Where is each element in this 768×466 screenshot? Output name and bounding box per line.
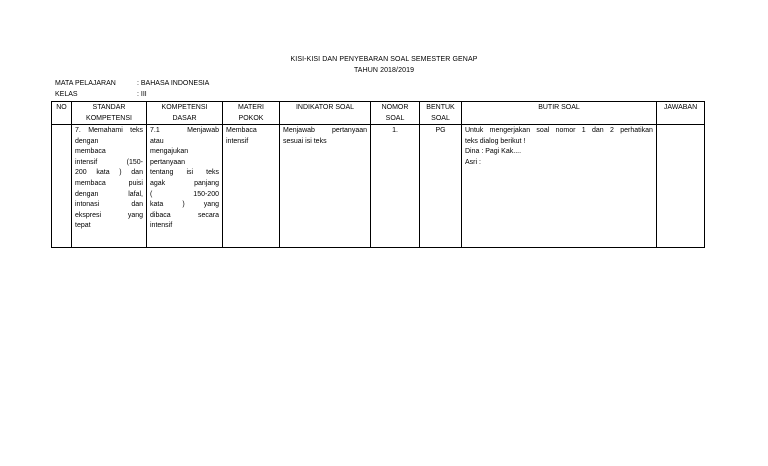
class-row — [55, 91, 147, 98]
cell-materi-pokok — [223, 125, 280, 248]
cell-jawaban — [657, 125, 705, 248]
text-line: membaca puisi — [75, 179, 143, 187]
cell-kompetensi-dasar — [147, 125, 223, 248]
text-line: intensif — [150, 222, 173, 230]
header-kompetensi-dasar: KOMPETENSI DASAR — [147, 102, 223, 125]
table-row — [52, 125, 705, 248]
header-standar-kompetensi: STANDAR KOMPETENSI — [72, 102, 147, 125]
text-line: mengajukan — [150, 148, 189, 156]
text-line: teks dialog berikut ! — [465, 137, 526, 145]
text-line: intensif — [226, 137, 249, 145]
text-line: dibaca secara — [150, 211, 219, 219]
header-materi-pokok: MATERI POKOK — [223, 102, 280, 125]
cell-standar-kompetensi — [72, 125, 147, 248]
subject-row — [55, 80, 209, 87]
class-label: KELAS — [55, 91, 78, 98]
text-line: pertanyaan — [150, 158, 186, 166]
text-line: Dina : Pagi Kak.... — [465, 148, 522, 156]
text-line: atau — [150, 137, 164, 145]
text-line: tepat — [75, 222, 91, 230]
text-line: intensif (150- — [75, 158, 143, 166]
text-line: dengan — [75, 137, 99, 145]
class-value: : III — [137, 91, 147, 98]
cell-nomor-soal: 1. — [371, 125, 420, 248]
text-line: 7.1 Menjawab — [150, 127, 219, 134]
text-line: Membaca — [226, 127, 257, 134]
document-title: KISI-KISI DAN PENYEBARAN SOAL SEMESTER GENAP — [290, 56, 478, 63]
text-line: agak panjang — [150, 179, 219, 187]
text-line: membaca — [75, 148, 106, 156]
table-header-row — [52, 102, 705, 125]
header-indikator-soal: INDIKATOR SOAL — [280, 102, 371, 125]
text-line: sesuai isi teks — [283, 137, 327, 145]
text-line: ( 150-200 — [150, 190, 219, 198]
subject-value: : BAHASA INDONESIA — [137, 80, 210, 87]
text-line: Asri : — [465, 158, 481, 166]
text-line: tentang isi teks — [150, 169, 219, 177]
cell-butir-soal — [462, 125, 657, 248]
header-nomor-soal: NOMOR SOAL — [371, 102, 420, 125]
cell-indikator-soal — [280, 125, 371, 248]
subject-label: MATA PELAJARAN — [55, 80, 116, 87]
kisi-kisi-table — [51, 101, 705, 248]
cell-bentuk-soal: PG — [420, 125, 462, 248]
text-line: Untuk mengerjakan soal nomor 1 dan 2 perhatikan — [465, 127, 653, 134]
document-year: TAHUN 2018/2019 — [353, 67, 415, 74]
header-bentuk-soal: BENTUK SOAL — [420, 102, 462, 125]
cell-no — [52, 125, 72, 248]
header-no: NO — [52, 102, 72, 125]
text-line: intonasi dan — [75, 201, 143, 209]
text-line: 200 kata ) dan — [75, 169, 143, 177]
text-line: Menjawab pertanyaan — [283, 127, 367, 134]
header-butir-soal: BUTIR SOAL — [462, 102, 657, 125]
text-line: 7. Memahami teks — [75, 127, 143, 134]
text-line: kata ) yang — [150, 201, 219, 209]
text-line: dengan lafal, — [75, 190, 143, 198]
header-jawaban: JAWABAN — [657, 102, 705, 125]
text-line: ekspresi yang — [75, 211, 143, 219]
